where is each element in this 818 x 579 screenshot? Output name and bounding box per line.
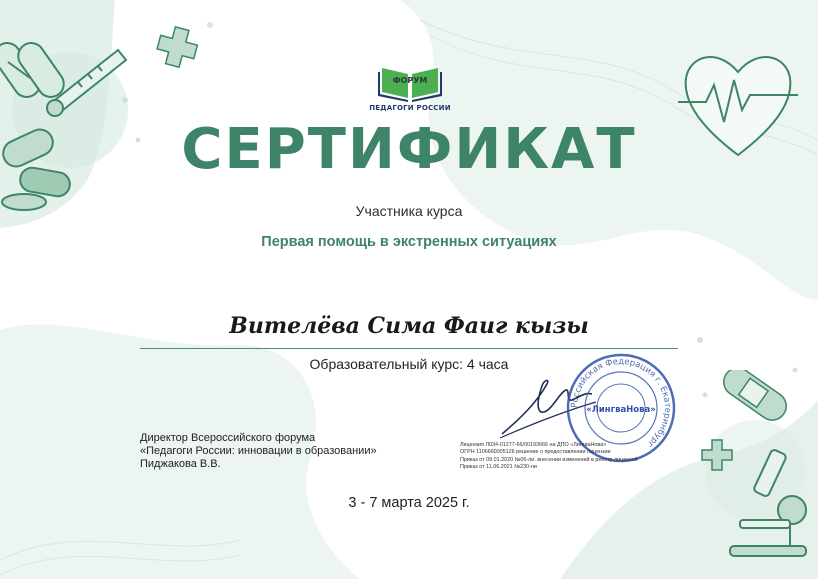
license-line: Лицензия Л034-01277-66/00193666 на ДПО «ЛингваНова» — [460, 442, 607, 448]
logo-bottom-text: ПЕДАГОГИ РОССИИ — [369, 104, 451, 112]
license-line: ОГРН 1106660005126 решение о предоставлении лицензии — [460, 449, 611, 456]
director-title: Директор Всероссийского форума — [140, 432, 316, 444]
course-name: Первая помощь в экстренных ситуациях — [261, 234, 557, 250]
bandage-icon — [718, 370, 791, 426]
license-line: Приказ от 09.01.2020 №06-ли. внесении изменений в реестр лицензий — [460, 456, 638, 463]
certificate-title: СЕРТИФИКАТ — [181, 117, 637, 182]
director-name: Пиджакова В.В. — [140, 458, 221, 470]
course-dates: 3 - 7 марта 2025 г. — [348, 495, 470, 511]
name-underline — [140, 348, 678, 349]
stamp-center-text: «ЛингваНова» — [586, 405, 656, 415]
microscope-bandage-icons — [700, 370, 818, 570]
medical-cross-icon — [154, 24, 201, 71]
director-forum: «Педагоги России: инновации в образовании» — [140, 445, 377, 457]
stamp-ring-text: Российская Федерация г. Екатеринбург — [569, 356, 673, 450]
director-block — [140, 432, 377, 471]
license-line: Приказ от 11.06.2021 №230-ли — [460, 464, 537, 471]
license-block — [460, 442, 638, 472]
recipient-name: Вителёва Сима Фаиг кызы — [229, 313, 589, 339]
certificate-subtitle: Участника курса — [355, 203, 463, 219]
course-duration: Образовательный курс: 4 часа — [309, 356, 509, 372]
pills-icon — [0, 38, 69, 102]
forum-logo — [360, 62, 460, 114]
plus-icon — [702, 440, 732, 470]
logo-top-text: ФОРУМ — [392, 76, 428, 85]
